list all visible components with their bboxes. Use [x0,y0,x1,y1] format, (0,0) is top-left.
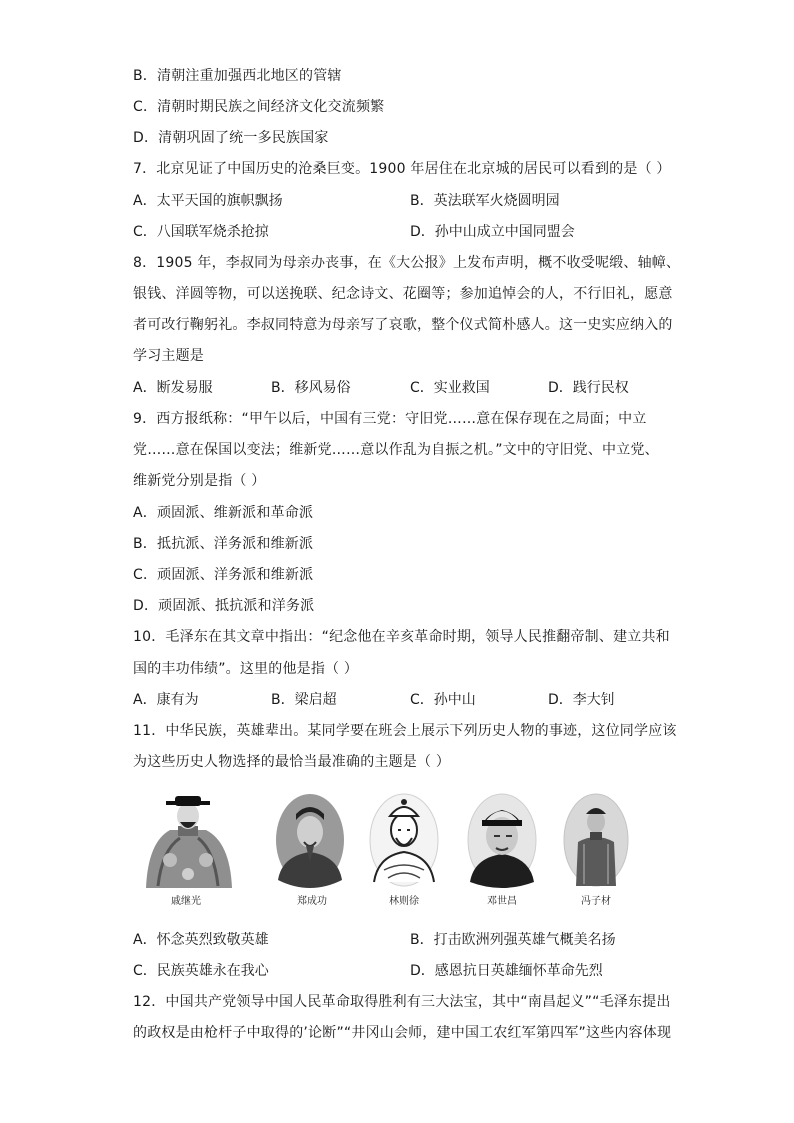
q12-stem-line2: 的政权是由枪杆子中取得的’论断”“井冈山会师，建中国工农红军第四军”这些内容体现 [133,1025,672,1041]
q12-stem-line1: 12．中国共产党领导中国人民革命取得胜利有三大法宝，其中“南昌起义”“毛泽东提出 [133,994,671,1010]
q10-stem-line2: 国的丰功伟绩”。这里的他是指（ ） [133,661,359,677]
portrait-qi-jiguang-image [140,790,236,894]
q8-stem-line2: 银钱、洋圆等物，可以送挽联、纪念诗文、花圈等；参加追悼会的人，不行旧礼，愿意 [133,286,673,302]
q11-option-d: D．感恩抗日英雄缅怀革命先烈 [410,963,603,979]
portrait-lin-zexu-image [358,790,450,894]
q7-option-c: C．八国联军烧杀抢掠 [133,224,269,240]
q8-option-a: A．断发易服 [133,380,213,396]
q9-option-b: B．抵抗派、洋务派和维新派 [133,536,314,552]
portrait-zheng-chenggong [266,790,358,908]
q11-option-a: A．怀念英烈致敬英雄 [133,932,269,948]
q9-stem-line2: 党……意在保国以变法；维新党……意以作乱为自振之机。”文中的守旧党、中立党、 [133,442,659,458]
q10-stem-line1: 10．毛泽东在其文章中指出：“纪念他在辛亥革命时期，领导人民推翻帝制、建立共和 [133,629,670,645]
q8-stem-line4: 学习主题是 [133,348,204,364]
portrait-deng-shichang-caption: 邓世昌 [487,896,517,907]
q8-stem-line1: 8．1905 年，李叔同为母亲办丧事，在《大公报》上发布声明，概不收受呢缎、轴幛、 [133,255,681,271]
portrait-zheng-chenggong-image [266,790,358,894]
q10-option-a: A．康有为 [133,692,199,708]
portrait-feng-zicai-caption: 冯子材 [581,896,611,907]
q6-option-d: D．清朝巩固了统一多民族国家 [133,130,329,146]
q7-stem: 7．北京见证了中国历史的沧桑巨变。1900 年居住在北京城的居民可以看到的是（ ） [133,161,671,177]
q11-option-b: B．打击欧洲列强英雄气概美名扬 [410,932,616,948]
q9-stem-line1: 9．西方报纸称：“甲午以后，中国有三党：守旧党……意在保存现在之局面；中立 [133,411,647,427]
portrait-deng-shichang [456,790,548,908]
q8-option-b: B．移风易俗 [271,380,351,396]
q10-option-d: D．李大钊 [548,692,615,708]
q9-option-c: C．顽固派、洋务派和维新派 [133,567,314,583]
q11-option-c: C．民族英雄永在我心 [133,963,269,979]
portrait-qi-jiguang-caption: 戚继光 [171,896,201,907]
q7-option-a: A．太平天国的旗帜飘扬 [133,193,283,209]
q10-option-b: B．梁启超 [271,692,337,708]
q8-stem-line3: 者可改行鞠躬礼。李叔同特意为母亲写了哀歌，整个仪式简朴感人。这一史实应纳入的 [133,317,673,333]
q11-stem-line1: 11．中华民族，英雄辈出。某同学要在班会上展示下列历史人物的事迹，这位同学应该 [133,723,677,739]
portrait-lin-zexu-caption: 林则徐 [389,896,419,907]
q8-option-c: C．实业救国 [410,380,490,396]
portrait-qi-jiguang [140,790,232,908]
q11-stem-line2: 为这些历史人物选择的最恰当最准确的主题是（ ） [133,754,451,770]
q6-option-c: C．清朝时期民族之间经济文化交流频繁 [133,99,385,115]
q9-option-a: A．顽固派、维新派和革命派 [133,505,314,521]
portrait-deng-shichang-image [456,790,548,894]
q10-option-c: C．孙中山 [410,692,476,708]
q7-option-d: D．孙中山成立中国同盟会 [410,224,575,240]
q9-option-d: D．顽固派、抵抗派和洋务派 [133,598,315,614]
portrait-lin-zexu [358,790,450,908]
portrait-zheng-chenggong-caption: 郑成功 [297,896,327,907]
portrait-feng-zicai-image [550,790,642,894]
q8-option-d: D．践行民权 [548,380,629,396]
portrait-feng-zicai [550,790,642,908]
q7-option-b: B．英法联军火烧圆明园 [410,193,560,209]
q9-stem-line3: 维新党分别是指（ ） [133,473,266,489]
portrait-gallery [140,790,640,915]
q6-option-b: B．清朝注重加强西北地区的管辖 [133,68,342,84]
